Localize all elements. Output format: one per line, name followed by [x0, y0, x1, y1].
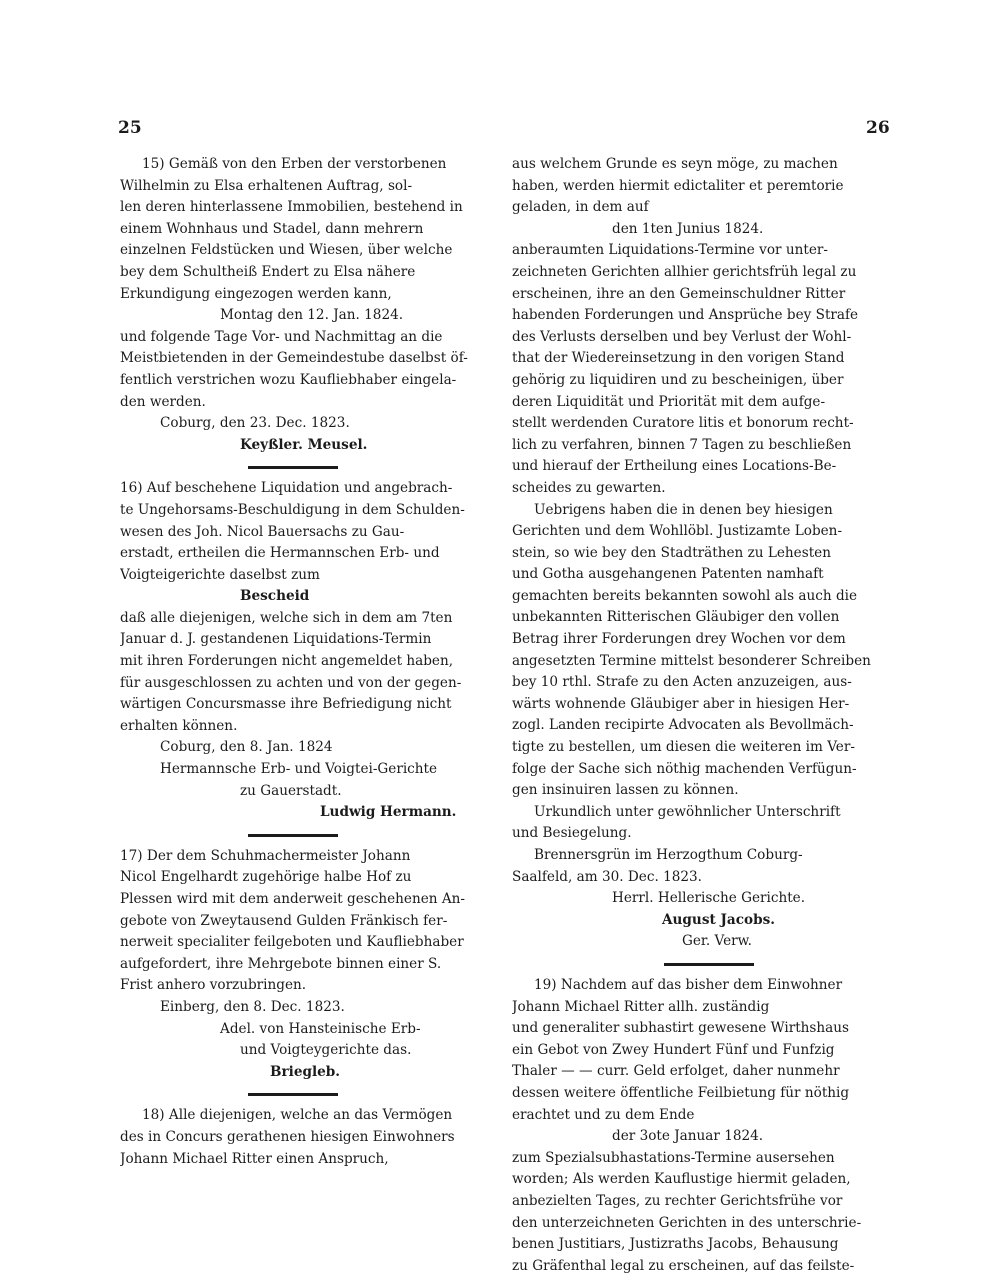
- notice-18-line: zeichneten Gerichten allhier gerichtsfrüh legal zu: [512, 263, 857, 280]
- notice-19-line: worden; Als werden Kauflustige hiermit geladen,: [512, 1171, 851, 1188]
- notice-19-line: benen Justitiars, Justizraths Jacobs, Behausung: [512, 1236, 839, 1253]
- notice-16-line: Januar d. J. gestandenen Liquidations-Termin: [120, 631, 432, 648]
- notice-18-line: bey 10 rthl. Strafe zu den Acten anzuzeigen, aus-: [512, 674, 852, 691]
- notice-17-line: Nicol Engelhardt zugehörige halbe Hof zu: [120, 869, 412, 886]
- notice-17-signature: Briegleb.: [270, 1063, 341, 1080]
- notice-18-line: lich zu verfahren, binnen 7 Tagen zu beschließen: [512, 436, 852, 453]
- notice-16-signature: Ludwig Hermann.: [320, 804, 457, 821]
- notice-18-line: stein, so wie bey den Stadträthen zu Lehesten: [512, 544, 831, 561]
- notice-15-line: einem Wohnhaus und Stadel, dann mehrern: [120, 220, 424, 237]
- notice-15-line: und folgende Tage Vor- und Nachmittag an die: [120, 328, 443, 345]
- notice-18-line: Gerichten und dem Wohllöbl. Justizamte Loben-: [512, 523, 843, 540]
- notice-18-line: erscheinen, ihre an den Gemeinschuldner Ritter: [512, 285, 846, 302]
- notice-15-line: Meistbietenden in der Gemeindestube daselbst öf-: [120, 350, 468, 367]
- notice-18-line: deren Liquidität und Priorität mit dem aufge-: [512, 393, 826, 410]
- notice-19-line: anbezielten Tages, zu rechter Gerichtsfrühe vor: [512, 1192, 843, 1209]
- notice-18-line: und Gotha ausgehangenen Patenten namhaft: [512, 566, 824, 583]
- notice-16-place-date: Coburg, den 8. Jan. 1824: [160, 739, 333, 756]
- notice-15-date-line: Montag den 12. Jan. 1824.: [220, 307, 404, 324]
- right-column: [512, 154, 890, 1277]
- notice-19-line: ein Gebot von Zwey Hundert Fünf und Funfzig: [512, 1041, 835, 1058]
- notice-16-line: daß alle diejenigen, welche sich in dem am 7ten: [120, 609, 453, 626]
- notice-18-line: Urkundlich unter gewöhnlicher Unterschrift: [534, 803, 841, 820]
- section-divider: [120, 1083, 495, 1105]
- notice-18-line: stellt werdenden Curatore litis et bonorum recht-: [512, 415, 854, 432]
- section-divider: [120, 456, 495, 478]
- page-number-right: 26: [866, 118, 890, 138]
- notice-18-line: zogl. Landen recipirte Advocaten als Bevollmäch-: [512, 717, 854, 734]
- notice-16-court-place: zu Gauerstadt.: [240, 782, 342, 799]
- notice-15-signatures: Keyßler. Meusel.: [240, 436, 368, 453]
- notice-19-line: erachtet und zu dem Ende: [512, 1106, 695, 1123]
- notice-18-line: habenden Forderungen und Ansprüche bey Strafe: [512, 307, 859, 324]
- notice-18-line: scheides zu gewarten.: [512, 479, 666, 496]
- notice-18-line: wärts wohnende Gläubiger aber in hiesigen Her-: [512, 695, 850, 712]
- notice-18-line: gen insinuiren lassen zu können.: [512, 782, 739, 799]
- notice-17-line: 17) Der dem Schuhmachermeister Johann: [120, 847, 411, 864]
- notice-17-line: Frist anhero vorzubringen.: [120, 977, 307, 994]
- notice-18-line: that der Wiedereinsetzung in den vorigen Stand: [512, 350, 845, 367]
- notice-15-line: fentlich verstrichen wozu Kaufliebhaber eingela-: [120, 371, 457, 388]
- notice-18-line: tigte zu bestellen, um diesen die weiteren im Ver-: [512, 739, 855, 756]
- notice-19-line: zu Gräfenthal legal zu erscheinen, auf das feilste-: [512, 1257, 855, 1274]
- notice-17-line: aufgefordert, ihre Mehrgebote binnen einer S.: [120, 955, 442, 972]
- notice-17-line: gebote von Zweytausend Gulden Fränkisch fer-: [120, 912, 448, 929]
- notice-18-line: geladen, in dem auf: [512, 199, 649, 216]
- notice-16-line: wärtigen Concursmasse ihre Befriedigung nicht: [120, 696, 452, 713]
- notice-18-line: des Verlusts derselben und bey Verlust der Wohl-: [512, 328, 852, 345]
- notice-19-line: Johann Michael Ritter allh. zuständig: [512, 998, 770, 1015]
- notice-17-court: Adel. von Hansteinische Erb-: [220, 1020, 421, 1037]
- notice-18-line: gemachten bereits bekannten sowohl als auch die: [512, 587, 858, 604]
- notice-15-line: len deren hinterlassene Immobilien, bestehend in: [120, 199, 463, 216]
- notice-18-place-date: Saalfeld, am 30. Dec. 1823.: [512, 868, 703, 885]
- notice-15-line: den werden.: [120, 393, 206, 410]
- notice-19-date-line: der 3ote Januar 1824.: [612, 1128, 764, 1145]
- notice-15-line: 15) Gemäß von den Erben der verstorbenen: [142, 156, 447, 172]
- notice-18-court: Herrl. Hellerische Gerichte.: [612, 890, 806, 907]
- notice-18-line: Uebrigens haben die in denen bey hiesigen: [534, 501, 833, 518]
- notice-19-line: den unterzeichneten Gerichten in des unterschrie-: [512, 1214, 862, 1231]
- notice-18-line: haben, werden hiermit edictaliter et peremtorie: [512, 177, 844, 194]
- notice-16-line: te Ungehorsams-Beschuldigung in dem Schulden-: [120, 501, 465, 518]
- notice-18-line: folge der Sache sich nöthig machenden Verfügun-: [512, 760, 857, 777]
- section-divider: [512, 953, 890, 975]
- notice-18-line: 18) Alle diejenigen, welche an das Vermögen: [142, 1107, 453, 1124]
- notice-15-line: Wilhelmin zu Elsa erhaltenen Auftrag, sol-: [120, 177, 413, 194]
- notice-16-heading: Bescheid: [240, 588, 310, 605]
- notice-15-line: bey dem Schultheiß Endert zu Elsa nähere: [120, 263, 416, 280]
- notice-19-line: zum Spezialsubhastations-Termine ausersehen: [512, 1149, 835, 1166]
- notice-15-line: einzelnen Feldstücken und Wiesen, über welche: [120, 242, 453, 259]
- notice-16-line: erhalten können.: [120, 717, 238, 734]
- notice-15-line: Erkundigung eingezogen werden kann,: [120, 285, 392, 302]
- notice-18-line: angesetzten Termine mittelst besonderer Schreiben: [512, 652, 871, 669]
- notice-18-signature: August Jacobs.: [662, 911, 775, 928]
- notice-18-line: Johann Michael Ritter einen Anspruch,: [120, 1150, 389, 1167]
- section-divider: [120, 824, 495, 846]
- notice-19-line: und generaliter subhastirt gewesene Wirthshaus: [512, 1020, 849, 1037]
- notice-18-line: Betrag ihrer Forderungen drey Wochen vor dem: [512, 631, 846, 648]
- notice-15-place-date: Coburg, den 23. Dec. 1823.: [160, 415, 350, 432]
- notice-18-date-line: den 1ten Junius 1824.: [612, 220, 764, 237]
- notice-18-place-date: Brennersgrün im Herzogthum Coburg-: [534, 847, 803, 863]
- notice-16-line: 16) Auf beschehene Liquidation und angebrach-: [120, 480, 453, 497]
- notice-16-line: erstadt, ertheilen die Hermannschen Erb- und: [120, 545, 440, 562]
- notice-16-line: mit ihren Forderungen nicht angemeldet haben,: [120, 653, 454, 670]
- notice-18-line: und Besiegelung.: [512, 825, 632, 842]
- notice-16-line: wesen des Joh. Nicol Bauersachs zu Gau-: [120, 523, 405, 540]
- notice-18-line: aus welchem Grunde es seyn möge, zu machen: [512, 156, 838, 172]
- notice-17-court: und Voigteygerichte das.: [240, 1042, 412, 1059]
- notice-19-line: 19) Nachdem auf das bisher dem Einwohner: [534, 976, 843, 993]
- notice-17-line: Plessen wird mit dem anderweit geschehenen An-: [120, 891, 465, 907]
- notice-18-line: des in Concurs gerathenen hiesigen Einwohners: [120, 1128, 455, 1145]
- notice-16-line: Voigteigerichte daselbst zum: [120, 566, 320, 583]
- notice-18-line: gehörig zu liquidiren und zu bescheinigen, über: [512, 371, 844, 388]
- notice-16-court: Hermannsche Erb- und Voigtei-Gerichte: [160, 761, 438, 778]
- notice-18-line: unbekannten Ritterischen Gläubiger den vollen: [512, 609, 840, 626]
- notice-19-line: Thaler — — curr. Geld erfolget, daher nunmehr: [512, 1063, 840, 1080]
- notice-17-place-date: Einberg, den 8. Dec. 1823.: [160, 998, 345, 1015]
- notice-18-line: und hierauf der Ertheilung eines Locations-Be-: [512, 458, 837, 475]
- notice-18-signature-title: Ger. Verw.: [682, 933, 753, 950]
- page-number-left: 25: [118, 118, 142, 138]
- left-column: [120, 154, 495, 1170]
- notice-17-line: nerweit specialiter feilgeboten und Kaufliebhaber: [120, 934, 464, 951]
- notice-19-line: dessen weitere öffentliche Feilbietung für nöthig: [512, 1084, 850, 1101]
- notice-16-line: für ausgeschlossen zu achten und von der gegen-: [120, 674, 462, 691]
- notice-18-line: anberaumten Liquidations-Termine vor unter-: [512, 242, 828, 259]
